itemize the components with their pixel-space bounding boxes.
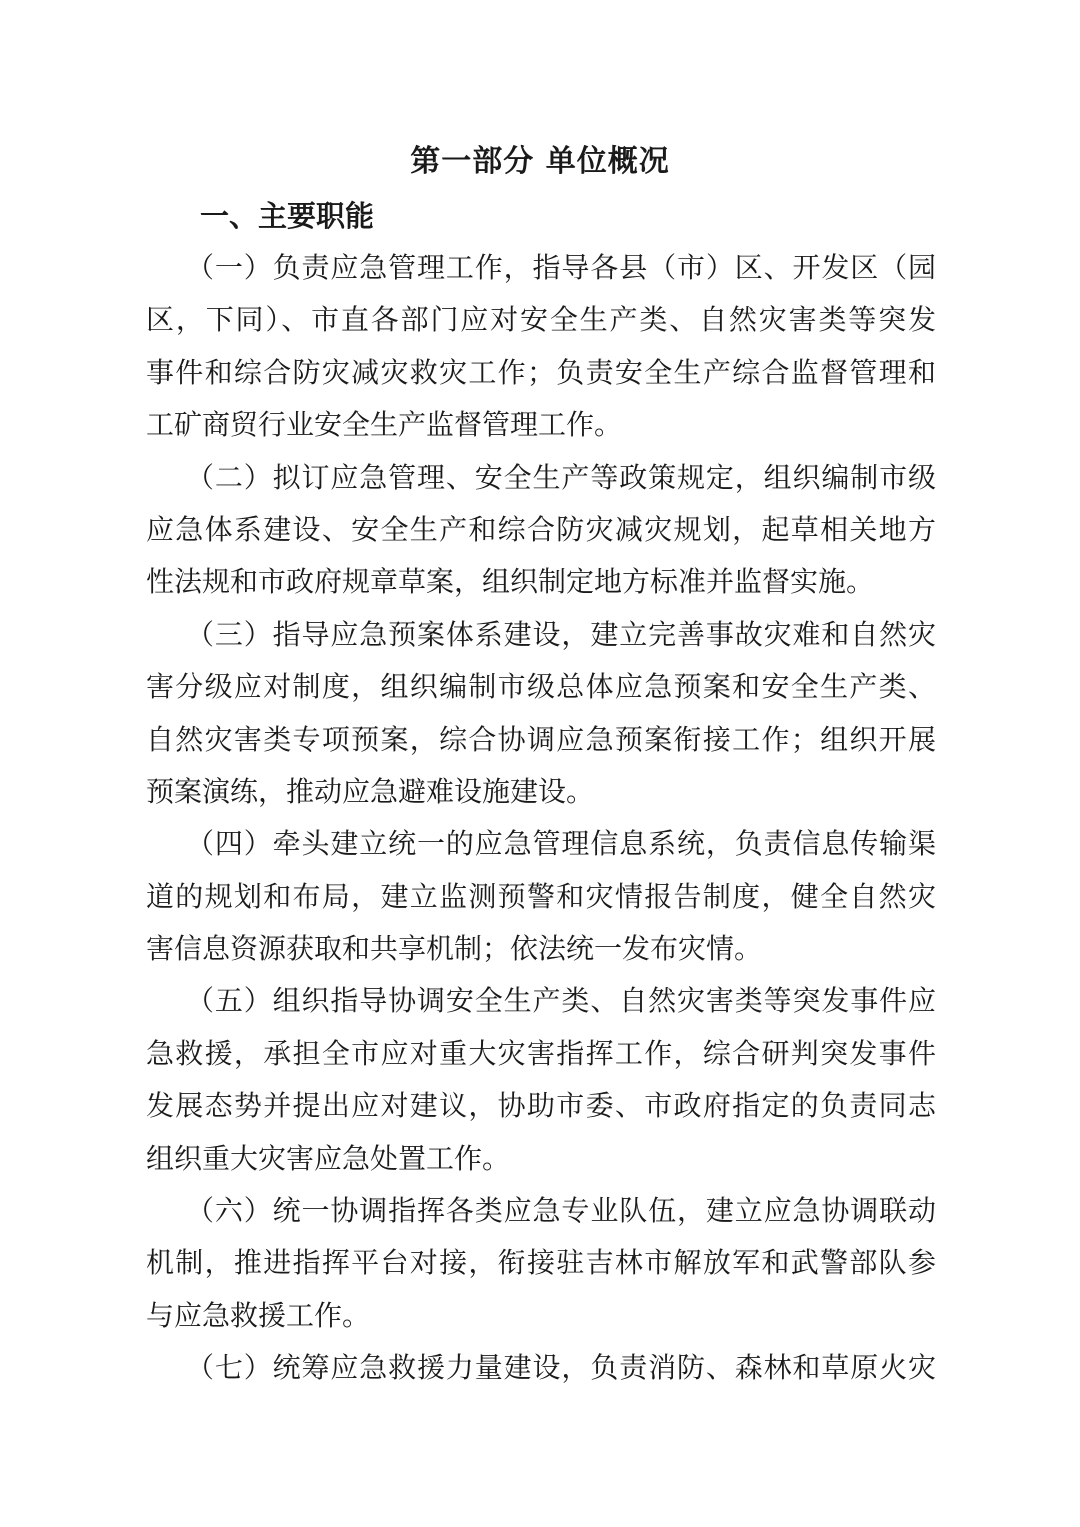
paragraph-line: 害信息资源获取和共享机制；依法统一发布灾情。 xyxy=(146,932,763,966)
paragraph-line: 自然灾害类专项预案，综合协调应急预案衔接工作；组织开展 xyxy=(146,722,936,756)
paragraph-line: 区，下同）、市直各部门应对安全生产类、自然灾害类等突发 xyxy=(146,303,936,337)
paragraph-line: 急救援，承担全市应对重大灾害指挥工作，综合研判突发事件 xyxy=(146,1036,936,1070)
paragraph-line: 与应急救援工作。 xyxy=(146,1298,371,1332)
paragraph-line: （一）负责应急管理工作，指导各县（市）区、开发区（园 xyxy=(186,251,936,284)
paragraph-line: （二）拟订应急管理、安全生产等政策规定，组织编制市级 xyxy=(186,460,936,494)
paragraph-line: （七）统筹应急救援力量建设，负责消防、森林和草原火灾 xyxy=(186,1351,936,1385)
paragraph-line: 机制，推进指挥平台对接，衔接驻吉林市解放军和武警部队参 xyxy=(146,1246,936,1280)
paragraph-line: （六）统一协调指挥各类应急专业队伍，建立应急协调联动 xyxy=(186,1194,936,1228)
paragraph-line: 害分级应对制度，组织编制市级总体应急预案和安全生产类、 xyxy=(146,670,936,704)
paragraph-line: 应急体系建设、安全生产和综合防灾减灾规划，起草相关地方 xyxy=(146,512,936,546)
page-title: 第一部分 单位概况 xyxy=(410,144,670,179)
body-text xyxy=(146,242,936,1395)
paragraph-line: 组织重大灾害应急处置工作。 xyxy=(146,1141,511,1175)
paragraph-line: （四）牵头建立统一的应急管理信息系统，负责信息传输渠 xyxy=(186,827,936,861)
paragraph-line: 性法规和市政府规章草案，组织制定地方标准并监督实施。 xyxy=(146,565,875,599)
paragraph-line: （五）组织指导协调安全生产类、自然灾害类等突发事件应 xyxy=(186,984,936,1018)
paragraph-line: 预案演练，推动应急避难设施建设。 xyxy=(146,774,595,808)
paragraph-line: 工矿商贸行业安全生产监督管理工作。 xyxy=(146,408,623,442)
paragraph-line: （三）指导应急预案体系建设，建立完善事故灾难和自然灾 xyxy=(186,617,936,651)
paragraph-line: 道的规划和布局，建立监测预警和灾情报告制度，健全自然灾 xyxy=(146,879,936,913)
paragraph-line: 事件和综合防灾减灾救灾工作；负责安全生产综合监督管理和 xyxy=(146,355,936,389)
section-heading: 一、主要职能 xyxy=(200,199,375,233)
paragraph-line: 发展态势并提出应对建议，协助市委、市政府指定的负责同志 xyxy=(146,1089,936,1123)
